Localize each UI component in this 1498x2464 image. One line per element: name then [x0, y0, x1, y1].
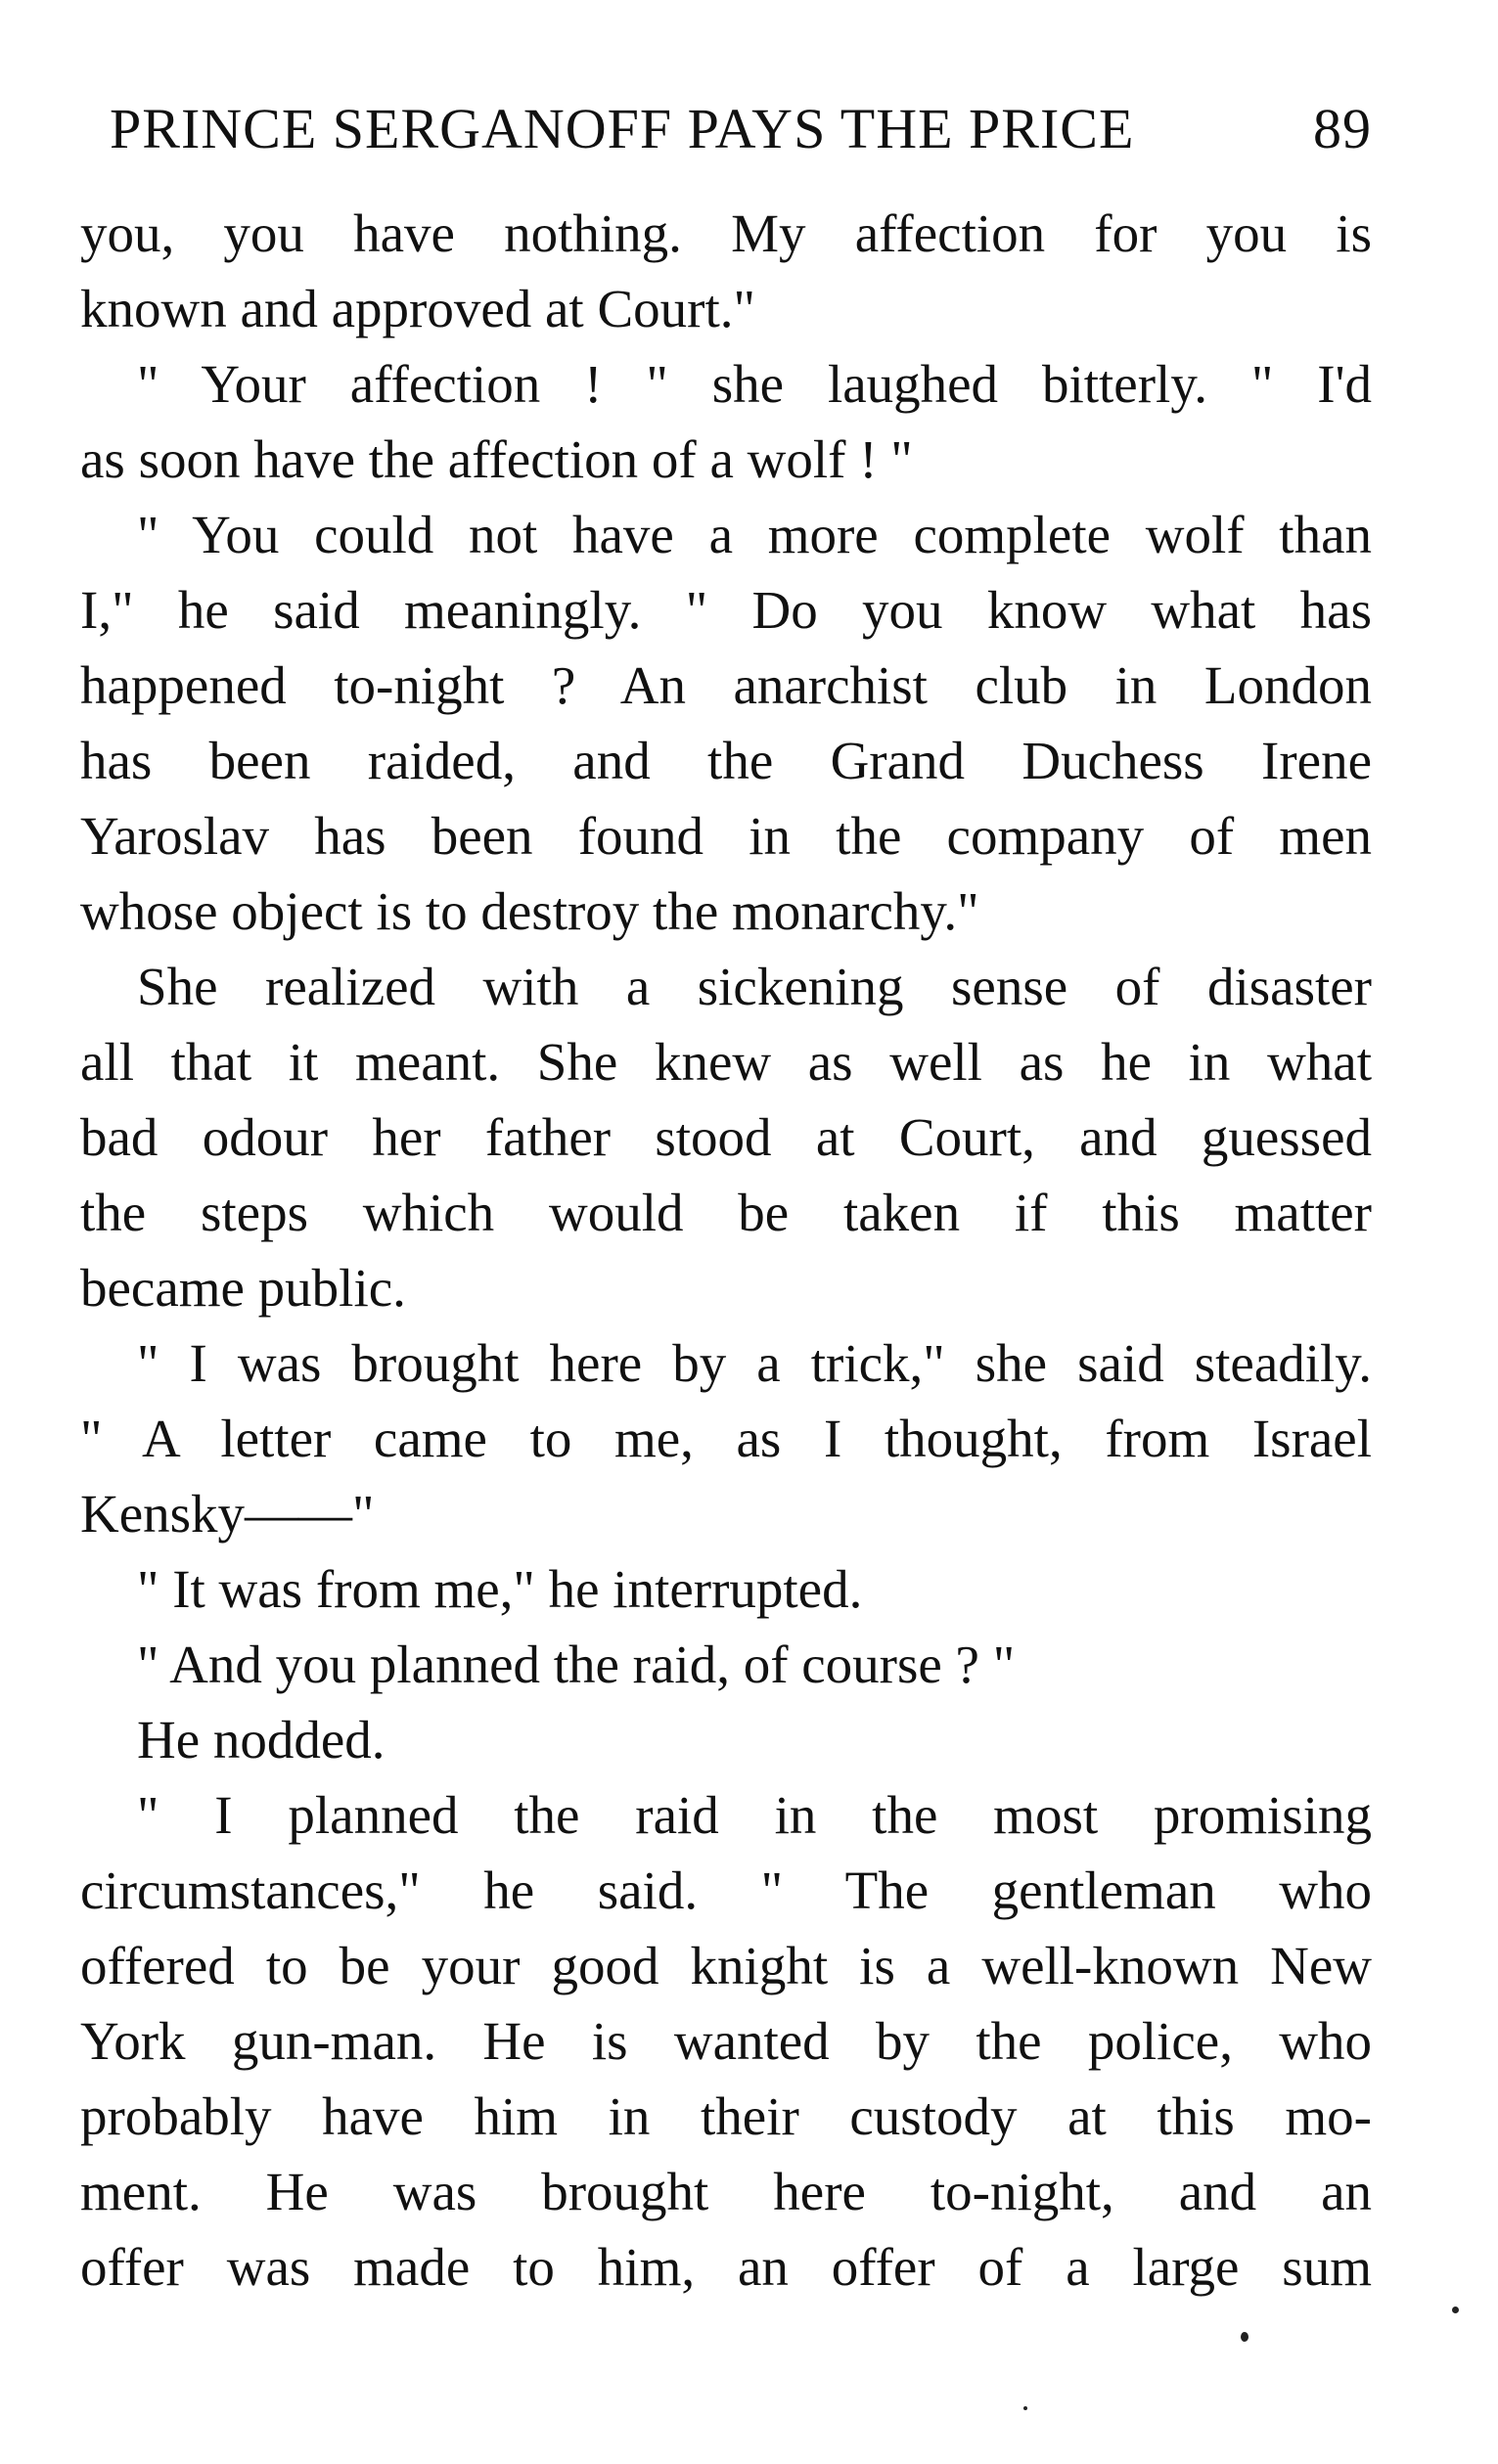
text-line: He nodded.	[137, 1710, 386, 1770]
text-line: She realized with a sickening sense of disaster	[137, 957, 1372, 1016]
text-line: Kensky——"	[80, 1484, 375, 1544]
text-line: happened to-night ? An anarchist club in London	[80, 655, 1372, 715]
text-line: the steps which would be taken if this matter	[80, 1183, 1372, 1242]
text-line: you, you have nothing. My affection for you is	[80, 203, 1372, 263]
body-text	[80, 196, 1372, 2305]
text-line: " And you planned the raid, of course ? "	[137, 1635, 1016, 1694]
text-line: became public.	[80, 1258, 406, 1318]
text-line: all that it meant. She knew as well as he in what	[80, 1032, 1372, 1092]
text-line: probably have him in their custody at this mo-	[80, 2086, 1372, 2146]
text-line: whose object is to destroy the monarchy."	[80, 881, 979, 941]
text-line: " Your affection ! " she laughed bitterly. " I'd	[137, 354, 1372, 414]
running-head-title: PRINCE SERGANOFF PAYS THE PRICE	[110, 97, 1135, 160]
text-line: has been raided, and the Grand Duchess Irene	[80, 731, 1372, 790]
running-head	[110, 90, 1372, 168]
page-number: 89	[1313, 97, 1372, 160]
text-line: bad odour her father stood at Court, and guessed	[80, 1107, 1372, 1167]
text-line: Yaroslav has been found in the company of men	[80, 806, 1372, 866]
text-line: " I planned the raid in the most promising	[137, 1785, 1372, 1845]
text-line: ment. He was brought here to-night, and an	[80, 2162, 1372, 2221]
text-line: " You could not have a more complete wolf than	[137, 505, 1372, 564]
text-line: I," he said meaningly. " Do you know what has	[80, 580, 1372, 640]
text-line: offer was made to him, an offer of a large sum	[80, 2237, 1372, 2297]
text-line: as soon have the affection of a wolf ! "	[80, 429, 913, 489]
text-line: offered to be your good knight is a well-known New	[80, 1936, 1372, 1995]
text-line: known and approved at Court."	[80, 279, 755, 338]
text-line: York gun-man. He is wanted by the police, who	[80, 2011, 1372, 2071]
text-line: " It was from me," he interrupted.	[137, 1559, 863, 1619]
print-speck	[1023, 2406, 1027, 2410]
print-speck	[1241, 2332, 1248, 2342]
text-line: " A letter came to me, as I thought, from Israel	[80, 1409, 1372, 1468]
print-speck	[1452, 2307, 1459, 2313]
text-line: circumstances," he said. " The gentleman who	[80, 1860, 1372, 1920]
text-line: " I was brought here by a trick," she said steadily.	[137, 1333, 1372, 1393]
